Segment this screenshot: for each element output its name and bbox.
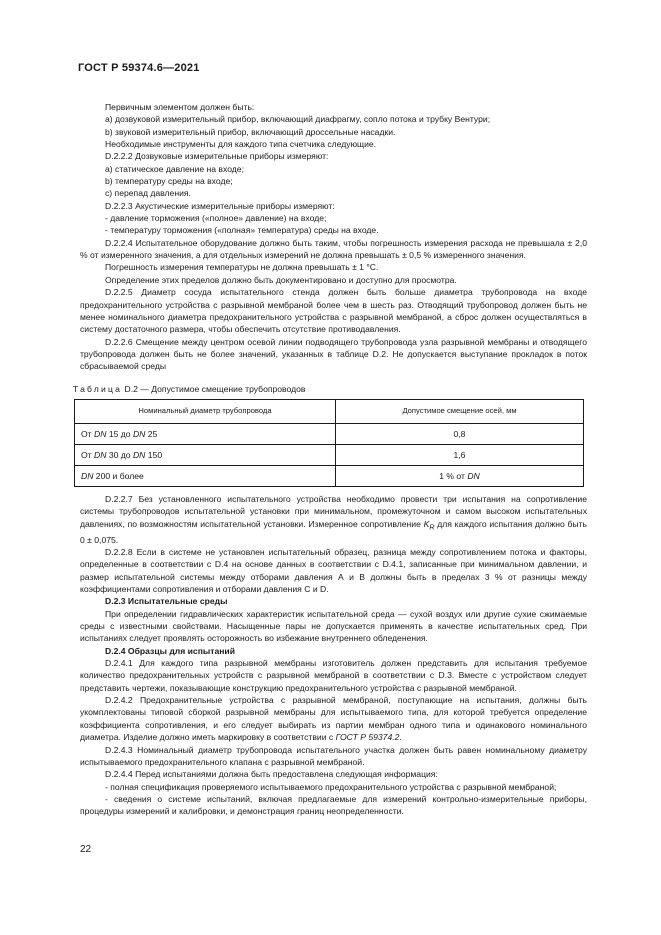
cell-text: 1 % от xyxy=(439,470,468,481)
document-header: ГОСТ Р 59374.6—2021 xyxy=(78,62,200,74)
page-body xyxy=(73,101,587,818)
list-item: b) температуру среды на входе; xyxy=(105,176,233,187)
clause-d2-4-2 xyxy=(80,694,587,743)
clause-text: D.2.2.7 Без установленного испытательного устройства необходимо провести три испытания на сопротивление системы трубопроводов испытательной установки при минимальном, промежуточном и самом высоком испытательных давлениях, по возможностям испытательной установки. Измеренное сопротивление xyxy=(80,493,587,529)
list-item: - полная спецификация проверяемого испытываемого предохранительного устройства с разрывной мембраной; xyxy=(105,781,557,792)
paragraph: Погрешность измерения температуры не должна превышать ± 1 °С. xyxy=(105,262,379,273)
cell-text: 200 и более xyxy=(93,470,144,481)
table-cell xyxy=(336,465,584,486)
cell-text: От xyxy=(81,449,95,460)
section-heading: D.2.4 Образцы для испытаний xyxy=(105,645,235,656)
cell-text: 15 до xyxy=(106,428,133,439)
table-caption xyxy=(73,383,587,395)
cell-text-italic: DN xyxy=(132,449,146,460)
table-cell xyxy=(75,423,336,444)
clause-d2-2-4: D.2.2.4 Испытательное оборудование должно быть таким, чтобы погрешность измерения расхода не превышала ± 2,0 % от измеренного значения, а для отдельных измерений не должна превышать ± 0,5 % измеренного значения. xyxy=(80,237,587,261)
cell-text-italic: DN xyxy=(94,449,107,460)
table-row xyxy=(75,444,584,465)
table-caption-prefix: Таблица xyxy=(73,383,123,394)
table-row xyxy=(75,465,584,486)
table-header-row xyxy=(75,399,584,423)
table-cell: 1,6 xyxy=(336,444,584,465)
clause-d2-2-5: D.2.2.5 Диаметр сосуда испытательного стенда должен быть больше диаметра трубопровода на входе предохранительного устройства с разрывной мембраной более чем в шесть раз. Отводящий трубопровод должен быть не менее номинального диаметра предохранительного устройства с разрывной мембраной, а сброс должен осуществляться в систему достаточного размера, чтобы обеспечить отсутствие противодавления. xyxy=(80,287,587,335)
cell-text: 25 xyxy=(145,428,158,439)
cell-text-italic: DN xyxy=(467,470,480,481)
cell-text: 150 xyxy=(145,449,163,460)
clause-d2-4-3: D.2.4.3 Номинальный диаметр трубопровода испытательного участка должен быть равен номинальному диаметру испытываемого предохранительного клапана с разрывной мембраной. xyxy=(80,744,587,767)
table-cell xyxy=(75,465,336,486)
clause-d2-4-1: D.2.4.1 Для каждого типа разрывной мембраны изготовитель должен представить для испытания требуемое количество предохранительных устройств с разрывной мембраной в соответствии с D.3. Вместе с устройством следует представить чертежи, показывающие конструкцию предохранительного устройства с разрывной мембраной. xyxy=(80,658,587,693)
cell-text-italic: DN xyxy=(132,428,146,439)
clause-d2-4-4: D.2.4.4 Перед испытаниями должна быть предоставлена следующая информация: xyxy=(105,769,438,780)
paragraph: Первичным элементом должен быть: xyxy=(105,102,255,112)
table-cell xyxy=(75,444,336,465)
list-item: - сведения о системе испытаний, включая предлагаемые для измерений контрольно-измерительные приборы, процедуры измерений и калибровки, и демонстрация границ неопределенности. xyxy=(80,793,587,817)
clause-d2-2-2: D.2.2.2 Дозвуковые измерительные приборы измеряют: xyxy=(105,151,329,162)
list-item: а) дозвуковой измерительный прибор, включающий диафрагму, сопло потока и трубку Вентури; xyxy=(105,114,491,125)
paragraph: При определении гидравлических характеристик испытательной среда — сухой воздух или другие сухие сжимаемые среды с известными свойствами. Насыщенные пары не допускается применять в качестве испытательных сред. При испытаниях следует проявлять осторожность во избежание внутреннего обледенения. xyxy=(80,608,587,644)
offset-table xyxy=(74,399,584,487)
cell-text: От xyxy=(81,428,95,439)
page-number: 22 xyxy=(80,844,92,855)
clause-text: D.2.4.2 Предохранительные устройства с разрывной мембраной, поступающие на испытания, должны быть укомплектованы типовой сборкой разрывной мембраны для испытываемого типа, для которой требуется определение коэффициента сопротивления, и его следует выбирать из партии мембран одного типа и одинакового номинального диаметра. Изделие должно иметь маркировку в соответствии с xyxy=(80,695,587,743)
clause-text: для каждого испытания должно быть 0 ± 0,075. xyxy=(80,518,587,545)
symbol-k: K xyxy=(423,518,430,529)
clause-text: . xyxy=(399,732,402,743)
clause-d2-2-3: D.2.2.3 Акустические измерительные приборы измеряют: xyxy=(105,200,335,211)
table-header-cell: Номинальный диаметр трубопровода xyxy=(75,399,336,423)
list-item: с) перепад давления. xyxy=(105,188,191,199)
cell-text: 30 до xyxy=(106,449,133,460)
list-item: b) звуковой измерительный прибор, включающий дроссельные насадки. xyxy=(105,126,396,137)
clause-d2-2-8: D.2.2.8 Если в системе не установлен испытательный образец, разница между сопротивлением потока и факторы, определенные в соответствии с D.4 на основе данных в соответствии с D.4.1, записанные при минимальном давлении, и размер испытательной системы между отборами давления А и В должны быть в пределах 3 % от разницы между коэффициентами сопротивления и отборами давления С и D. xyxy=(80,547,587,595)
paragraph: Определение этих пределов должно быть документировано и доступно для просмотра. xyxy=(105,274,457,285)
clause-d2-2-6: D.2.2.6 Смещение между центром осевой линии подводящего трубопровода узла разрывной мембраны и отводящего трубопровода должен быть не более значений, указанных в таблице D.2. Не допускается выступание прокладок в поток сбрасываемой среды xyxy=(80,336,587,372)
cell-text-italic: DN xyxy=(94,428,107,439)
table-caption-text: D.2 — Допустимое смещение трубопроводов xyxy=(122,383,306,394)
standard-reference: ГОСТ Р 59374.2 xyxy=(335,732,400,743)
list-item: - давление торможения («полное» давление) на входе; xyxy=(105,213,327,224)
list-item: а) статическое давление на входе; xyxy=(105,163,244,174)
list-item: - температуру торможения («полная» температура) среды на входе. xyxy=(105,225,379,236)
table-header-cell: Допустимое смещение осей, мм xyxy=(336,399,584,423)
table-row xyxy=(75,423,584,444)
paragraph: Необходимые инструменты для каждого типа счетчика следующие. xyxy=(105,139,377,150)
clause-d2-2-7 xyxy=(80,493,587,546)
section-heading: D.2.3 Испытательные среды xyxy=(105,596,228,607)
symbol-subscript: R xyxy=(429,523,435,532)
cell-text-italic: DN xyxy=(81,470,94,481)
table-cell: 0,8 xyxy=(336,423,584,444)
